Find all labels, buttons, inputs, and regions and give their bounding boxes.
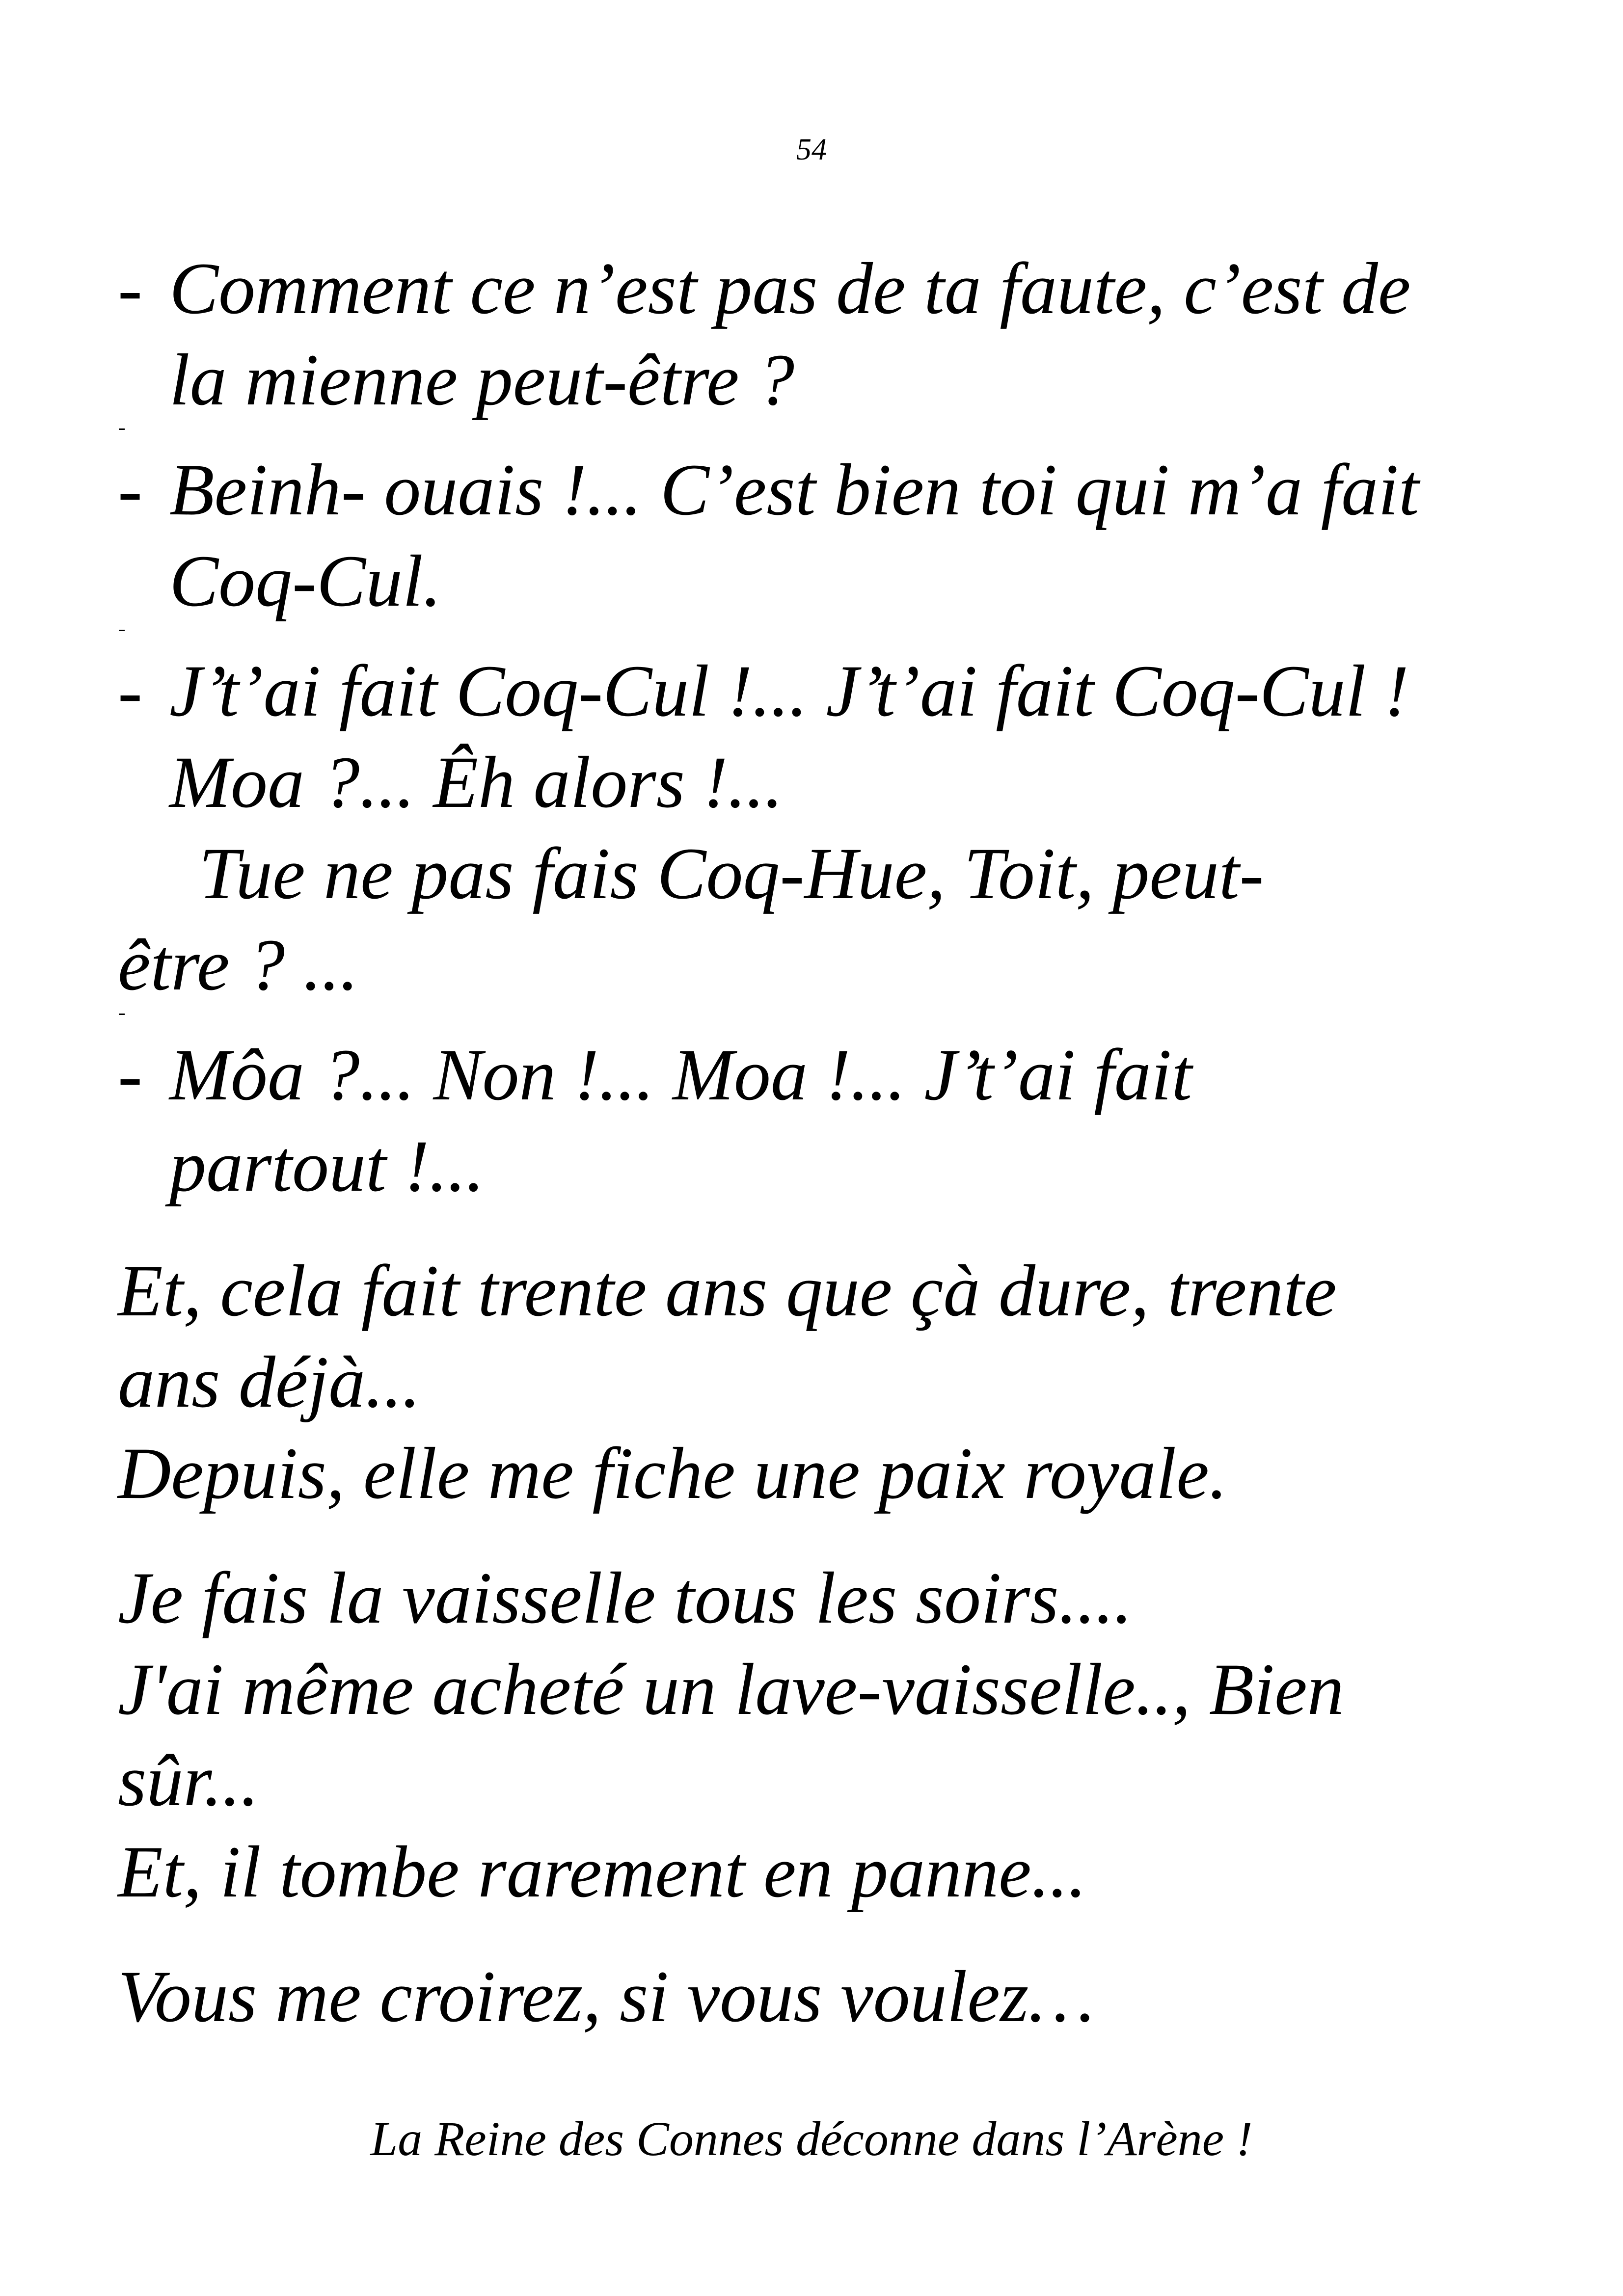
page-body (118, 243, 1542, 2042)
dialogue-text: J’t’ai fait Coq-Cul !... J’t’ai fait Coq-Cul ! (169, 650, 1409, 732)
narrative-paragraph (118, 1245, 1542, 1519)
dialogue-text: Comment ce n’est pas de ta faute, c’est de (169, 248, 1411, 329)
dialogue-dash: - (118, 449, 142, 531)
paragraph-line: Et, il tombe rarement en panne... (118, 1831, 1087, 1913)
paragraph-line: Depuis, elle me fiche une paix royale. (118, 1433, 1228, 1514)
narrative-paragraph (118, 1552, 1542, 1918)
page-footer: La Reine des Connes déconne dans l’Arène ! (370, 2111, 1253, 2166)
paragraph-line: sûr... (118, 1740, 259, 1821)
paragraph-line: Et, cela fait trente ans que çà dure, trente (118, 1250, 1337, 1332)
separator-mark (118, 426, 1542, 444)
page-number: 54 (796, 133, 827, 166)
dialogue-line (118, 444, 1542, 627)
dialogue-line (118, 645, 1542, 1011)
dialogue-text: Môa ?... Non !... Moa !... J’t’ai fait (169, 1034, 1192, 1116)
dialogue-line (118, 1029, 1542, 1212)
dialogue-dash: - (118, 1034, 142, 1116)
dialogue-text: Coq-Cul. (169, 540, 442, 622)
paragraph-line: J'ai même acheté un lave-vaisselle.., Bien (118, 1649, 1344, 1730)
dialogue-dash: - (118, 248, 142, 329)
dialogue-text: la mienne peut-être ? (169, 339, 795, 421)
dialogue-text: partout !... (169, 1125, 485, 1207)
narrative-paragraph (118, 1951, 1542, 2042)
dialogue-text: Tue ne pas fais Coq-Hue, Toit, peut- (199, 833, 1264, 914)
dialogue-line (118, 243, 1542, 426)
paragraph-line: Je fais la vaisselle tous les soirs.... (118, 1557, 1133, 1639)
dialogue-dash: - (118, 650, 142, 732)
dialogue-text: Beinh- ouais !... C’est bien toi qui m’a fait (169, 449, 1419, 531)
paragraph-line: Vous me croirez, si vous voulez… (118, 1956, 1094, 2037)
separator-mark (118, 1011, 1542, 1029)
dialogue-text: être ? ... (118, 924, 359, 1006)
separator-mark (118, 627, 1542, 645)
dialogue-text: Moa ?... Êh alors !... (169, 742, 783, 823)
paragraph-line: ans déjà... (118, 1341, 421, 1423)
